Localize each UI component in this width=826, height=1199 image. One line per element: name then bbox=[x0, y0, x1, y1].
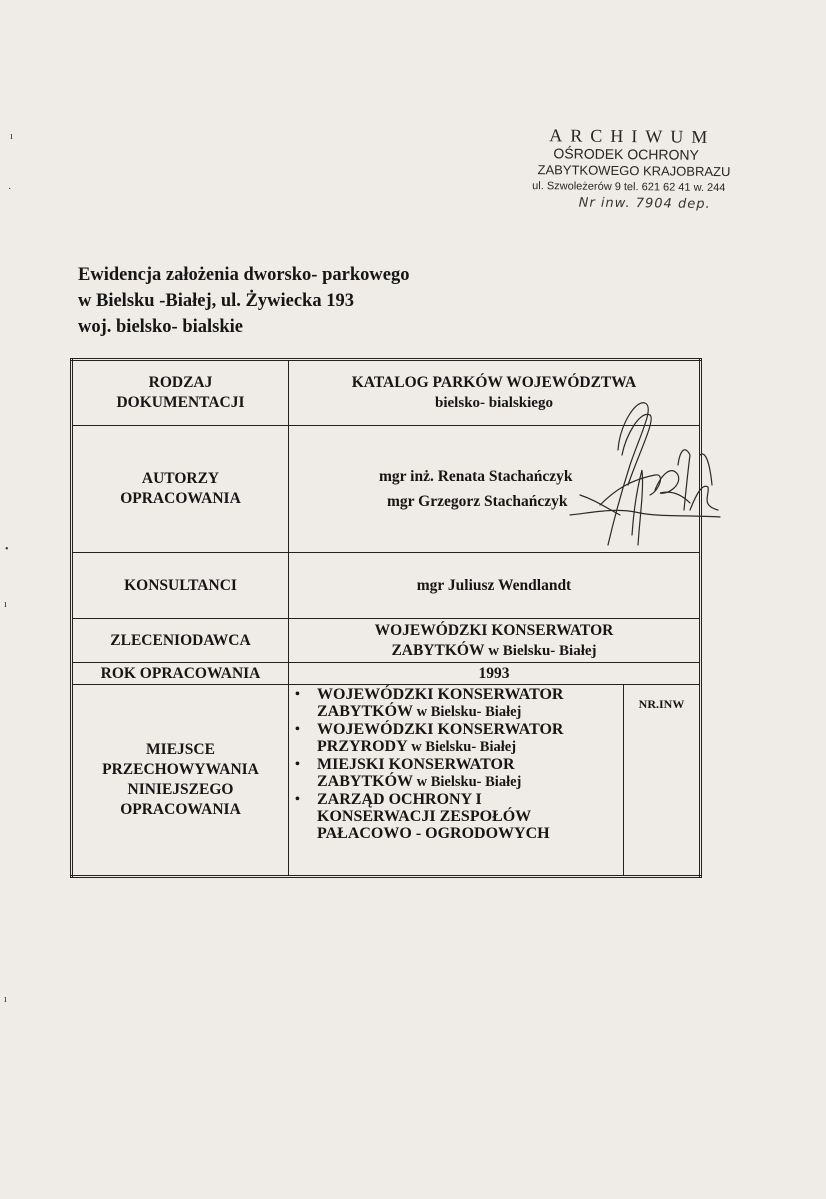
table-row bbox=[72, 553, 701, 619]
margin-speck: ı bbox=[4, 599, 7, 610]
value-rest: w Bielsku- Białej bbox=[484, 642, 597, 659]
place-line: • MIEJSKI KONSERWATOR bbox=[317, 756, 515, 773]
label-cell: ROK OPRACOWANIA bbox=[72, 663, 289, 685]
place-line: KONSERWACJI ZESPOŁÓW bbox=[317, 808, 532, 825]
label-text: AUTORZY bbox=[141, 470, 220, 487]
label-cell: ZLECENIODAWCA bbox=[72, 619, 289, 663]
value-cell bbox=[289, 426, 701, 553]
places-cell bbox=[289, 685, 624, 877]
stamp-line: OŚRODEK OCHRONY bbox=[553, 145, 699, 163]
value-text bbox=[289, 641, 699, 661]
value-text: WOJEWÓDZKI KONSERWATOR bbox=[374, 621, 614, 639]
value-caps: ZABYTKÓW bbox=[391, 641, 485, 659]
place-caps: ZABYTKÓW bbox=[317, 703, 414, 720]
margin-speck: ı bbox=[10, 131, 13, 142]
label-cell bbox=[72, 426, 289, 553]
value-cell bbox=[289, 619, 701, 663]
value-text: bielsko- bialskiego bbox=[435, 395, 553, 411]
label-text: OPRACOWANIA bbox=[120, 490, 241, 507]
label-text: NINIEJSZEGO bbox=[127, 781, 234, 798]
label-cell bbox=[72, 360, 289, 426]
documentation-table bbox=[70, 358, 702, 878]
place-rest: w Bielsku- Białej bbox=[407, 739, 517, 755]
place-line bbox=[317, 703, 623, 721]
place-line bbox=[317, 738, 623, 756]
place-line: • WOJEWÓDZKI KONSERWATOR bbox=[317, 721, 564, 738]
label-text: RODZAJ bbox=[148, 374, 213, 391]
label-text: DOKUMENTACJI bbox=[116, 394, 245, 411]
heading-line: Ewidencja założenia dworsko- parkowego bbox=[78, 265, 410, 285]
document-heading bbox=[78, 262, 409, 340]
place-line: • WOJEWÓDZKI KONSERWATOR bbox=[317, 686, 564, 703]
author-name: mgr Grzegorz Stachańczyk bbox=[387, 493, 568, 510]
list-item bbox=[317, 791, 623, 842]
heading-line: woj. bielsko- bialskie bbox=[78, 317, 243, 337]
list-item bbox=[317, 686, 623, 721]
inventory-number-label: NR.INW bbox=[638, 697, 685, 711]
stamp-title: ARCHIWUM bbox=[549, 125, 716, 147]
place-line: • ZARZĄD OCHRONY I bbox=[317, 791, 482, 808]
place-caps: ZABYTKÓW bbox=[317, 773, 414, 790]
table-row bbox=[72, 685, 701, 877]
places-list bbox=[289, 686, 623, 842]
label-text: OPRACOWANIA bbox=[120, 801, 241, 818]
margin-speck: · bbox=[8, 184, 12, 195]
place-rest: w Bielsku- Białej bbox=[413, 774, 522, 790]
label-text: PRZECHOWYWANIA bbox=[102, 761, 259, 778]
table-row bbox=[72, 619, 701, 663]
place-rest: w Bielsku- Białej bbox=[413, 704, 522, 720]
list-item bbox=[317, 756, 623, 791]
stamp-address: ul. Szwoleżerów 9 tel. 621 62 41 w. 244 bbox=[532, 180, 726, 195]
heading-line: w Bielsku -Białej, ul. Żywiecka 193 bbox=[78, 291, 354, 311]
stamp-line: ZABYTKOWEGO KRAJOBRAZU bbox=[537, 162, 731, 180]
handwritten-inventory-number: Nr inw. 7904 dep. bbox=[578, 195, 711, 212]
value-cell: mgr Juliusz Wendlandt bbox=[289, 553, 701, 619]
value-text: KATALOG PARKÓW WOJEWÓDZTWA bbox=[351, 374, 637, 391]
list-item bbox=[317, 721, 623, 756]
table-row bbox=[72, 426, 701, 553]
place-line bbox=[317, 773, 623, 791]
author-name: mgr inż. Renata Stachańczyk bbox=[379, 468, 573, 485]
archive-stamp bbox=[500, 125, 741, 215]
margin-speck: • bbox=[5, 544, 9, 555]
value-cell bbox=[289, 360, 701, 426]
label-text: MIEJSCE bbox=[146, 741, 215, 758]
place-caps: PRZYRODY bbox=[317, 738, 408, 755]
table-row bbox=[72, 360, 701, 426]
place-line: PAŁACOWO - OGRODOWYCH bbox=[317, 825, 550, 842]
value-cell: 1993 bbox=[289, 663, 701, 685]
label-cell bbox=[72, 685, 289, 877]
margin-speck: ı bbox=[4, 994, 7, 1005]
table-row bbox=[72, 663, 701, 685]
label-cell: KONSULTANCI bbox=[72, 553, 289, 619]
inventory-number-cell bbox=[624, 685, 701, 877]
